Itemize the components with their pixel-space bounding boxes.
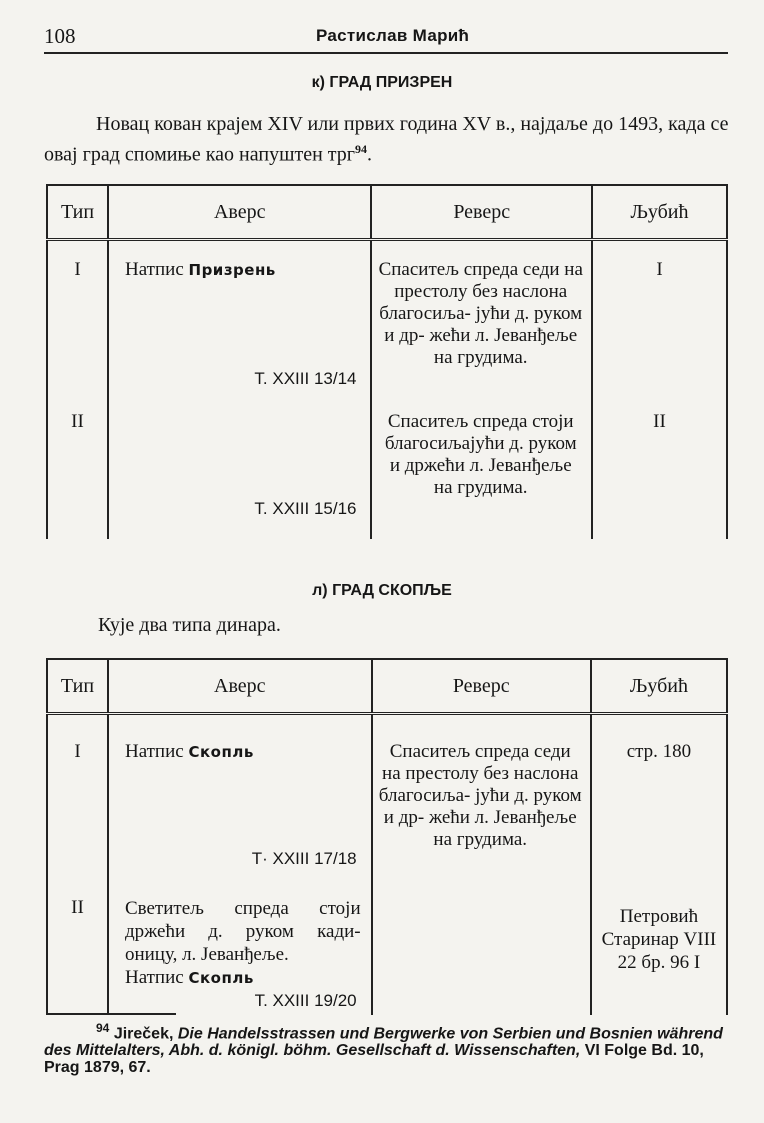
col-header-avers: Аверс	[108, 659, 372, 714]
type-cell: II	[71, 897, 84, 918]
coin-legend: Призрень	[188, 261, 276, 279]
col-header-type: Тип	[47, 185, 108, 240]
type-cell: I	[74, 741, 81, 762]
running-head-author: Растислав Марић	[316, 26, 470, 45]
ljubic-cell: Петровић Старинар VIII 22 бр. 96 I	[601, 906, 717, 973]
footnote-author: Jireček,	[113, 1025, 174, 1043]
footnote	[44, 1020, 734, 1076]
section-skopje-paragraph: Кује два типа динара.	[98, 614, 281, 636]
footnote-title: Die Handelsstrassen und Bergwerke von Serbien und Bosnien während des Mittelalters, Abh. d. königl. böhm. Gesellschaft d. Wissenschaften,	[44, 1025, 723, 1060]
coin-legend: Скопль	[188, 969, 254, 987]
avers-prefix: Натпис	[125, 259, 189, 280]
plate-reference: Т. XXIII 19/20	[254, 991, 357, 1010]
table-header-row	[47, 659, 727, 714]
avers-prefix: Натпис	[124, 967, 189, 988]
header-rule	[44, 52, 728, 54]
plate-reference: Т. XXIII 15/16	[254, 499, 357, 518]
table-header-row	[47, 185, 727, 240]
table-row	[47, 714, 727, 884]
col-header-ljubic: Љубић	[591, 659, 727, 714]
ljubic-cell: стр. 180	[626, 741, 692, 762]
type-cell: II	[71, 411, 84, 432]
avers-description: Светитељ спреда стоји држећи д. руком кади- оницу, л. Јеванђеље.	[124, 898, 361, 965]
ljubic-cell: II	[653, 411, 666, 432]
page-number: 108	[44, 24, 76, 48]
avers-cell	[109, 741, 371, 763]
footnote-rule	[46, 1013, 176, 1015]
col-header-ljubic: Љубић	[592, 185, 727, 240]
footnote-reference: 94	[355, 142, 367, 156]
section-prizren-paragraph	[44, 112, 734, 168]
table-row	[47, 240, 727, 412]
section-heading-prizren: к) ГРАД ПРИЗРЕН	[311, 74, 453, 91]
table-row	[47, 883, 727, 1015]
footnote-number: 94	[96, 1021, 110, 1035]
avers-cell	[109, 897, 371, 990]
plate-reference: Т. XXIII 13/14	[254, 369, 357, 388]
ljubic-cell: I	[656, 259, 663, 280]
prizren-text: Новац кован крајем XIV или првих година XV в., најдаље до 1493, када се овај град спомиње као напуштен трг	[44, 113, 729, 166]
revers-cell: Спаситељ спреда седи на престолу без наслона благосиља- јући д. руком и др- жећи л. Јеванђеље на грудима.	[378, 259, 583, 368]
table-row	[47, 411, 727, 539]
coin-table-prizren	[46, 184, 728, 539]
avers-cell	[109, 259, 370, 281]
col-header-revers: Реверс	[371, 185, 592, 240]
avers-prefix: Натпис	[124, 741, 189, 762]
prizren-text-end: .	[367, 143, 372, 166]
revers-cell: Спаситељ спреда стоји благосиљајући д. руком и држећи л. Јеванђеље на грудима.	[384, 411, 577, 498]
coin-table-skopje	[46, 658, 728, 1015]
col-header-type: Тип	[47, 659, 108, 714]
type-cell: I	[74, 259, 81, 280]
col-header-avers: Аверс	[108, 185, 371, 240]
col-header-revers: Реверс	[372, 659, 591, 714]
revers-cell: Спаситељ спреда седи на престолу без наслона благосиља- јући д. руком и др- жећи л. Јеванђеље на грудима.	[378, 741, 582, 850]
footnote-rest: VI Folge Bd. 10, Prag 1879, 67.	[44, 1042, 704, 1077]
plate-reference: Т· XXIII 17/18	[251, 849, 357, 868]
coin-legend: Скопль	[188, 743, 254, 761]
section-heading-skopje: л) ГРАД СКОПЉЕ	[312, 582, 452, 599]
